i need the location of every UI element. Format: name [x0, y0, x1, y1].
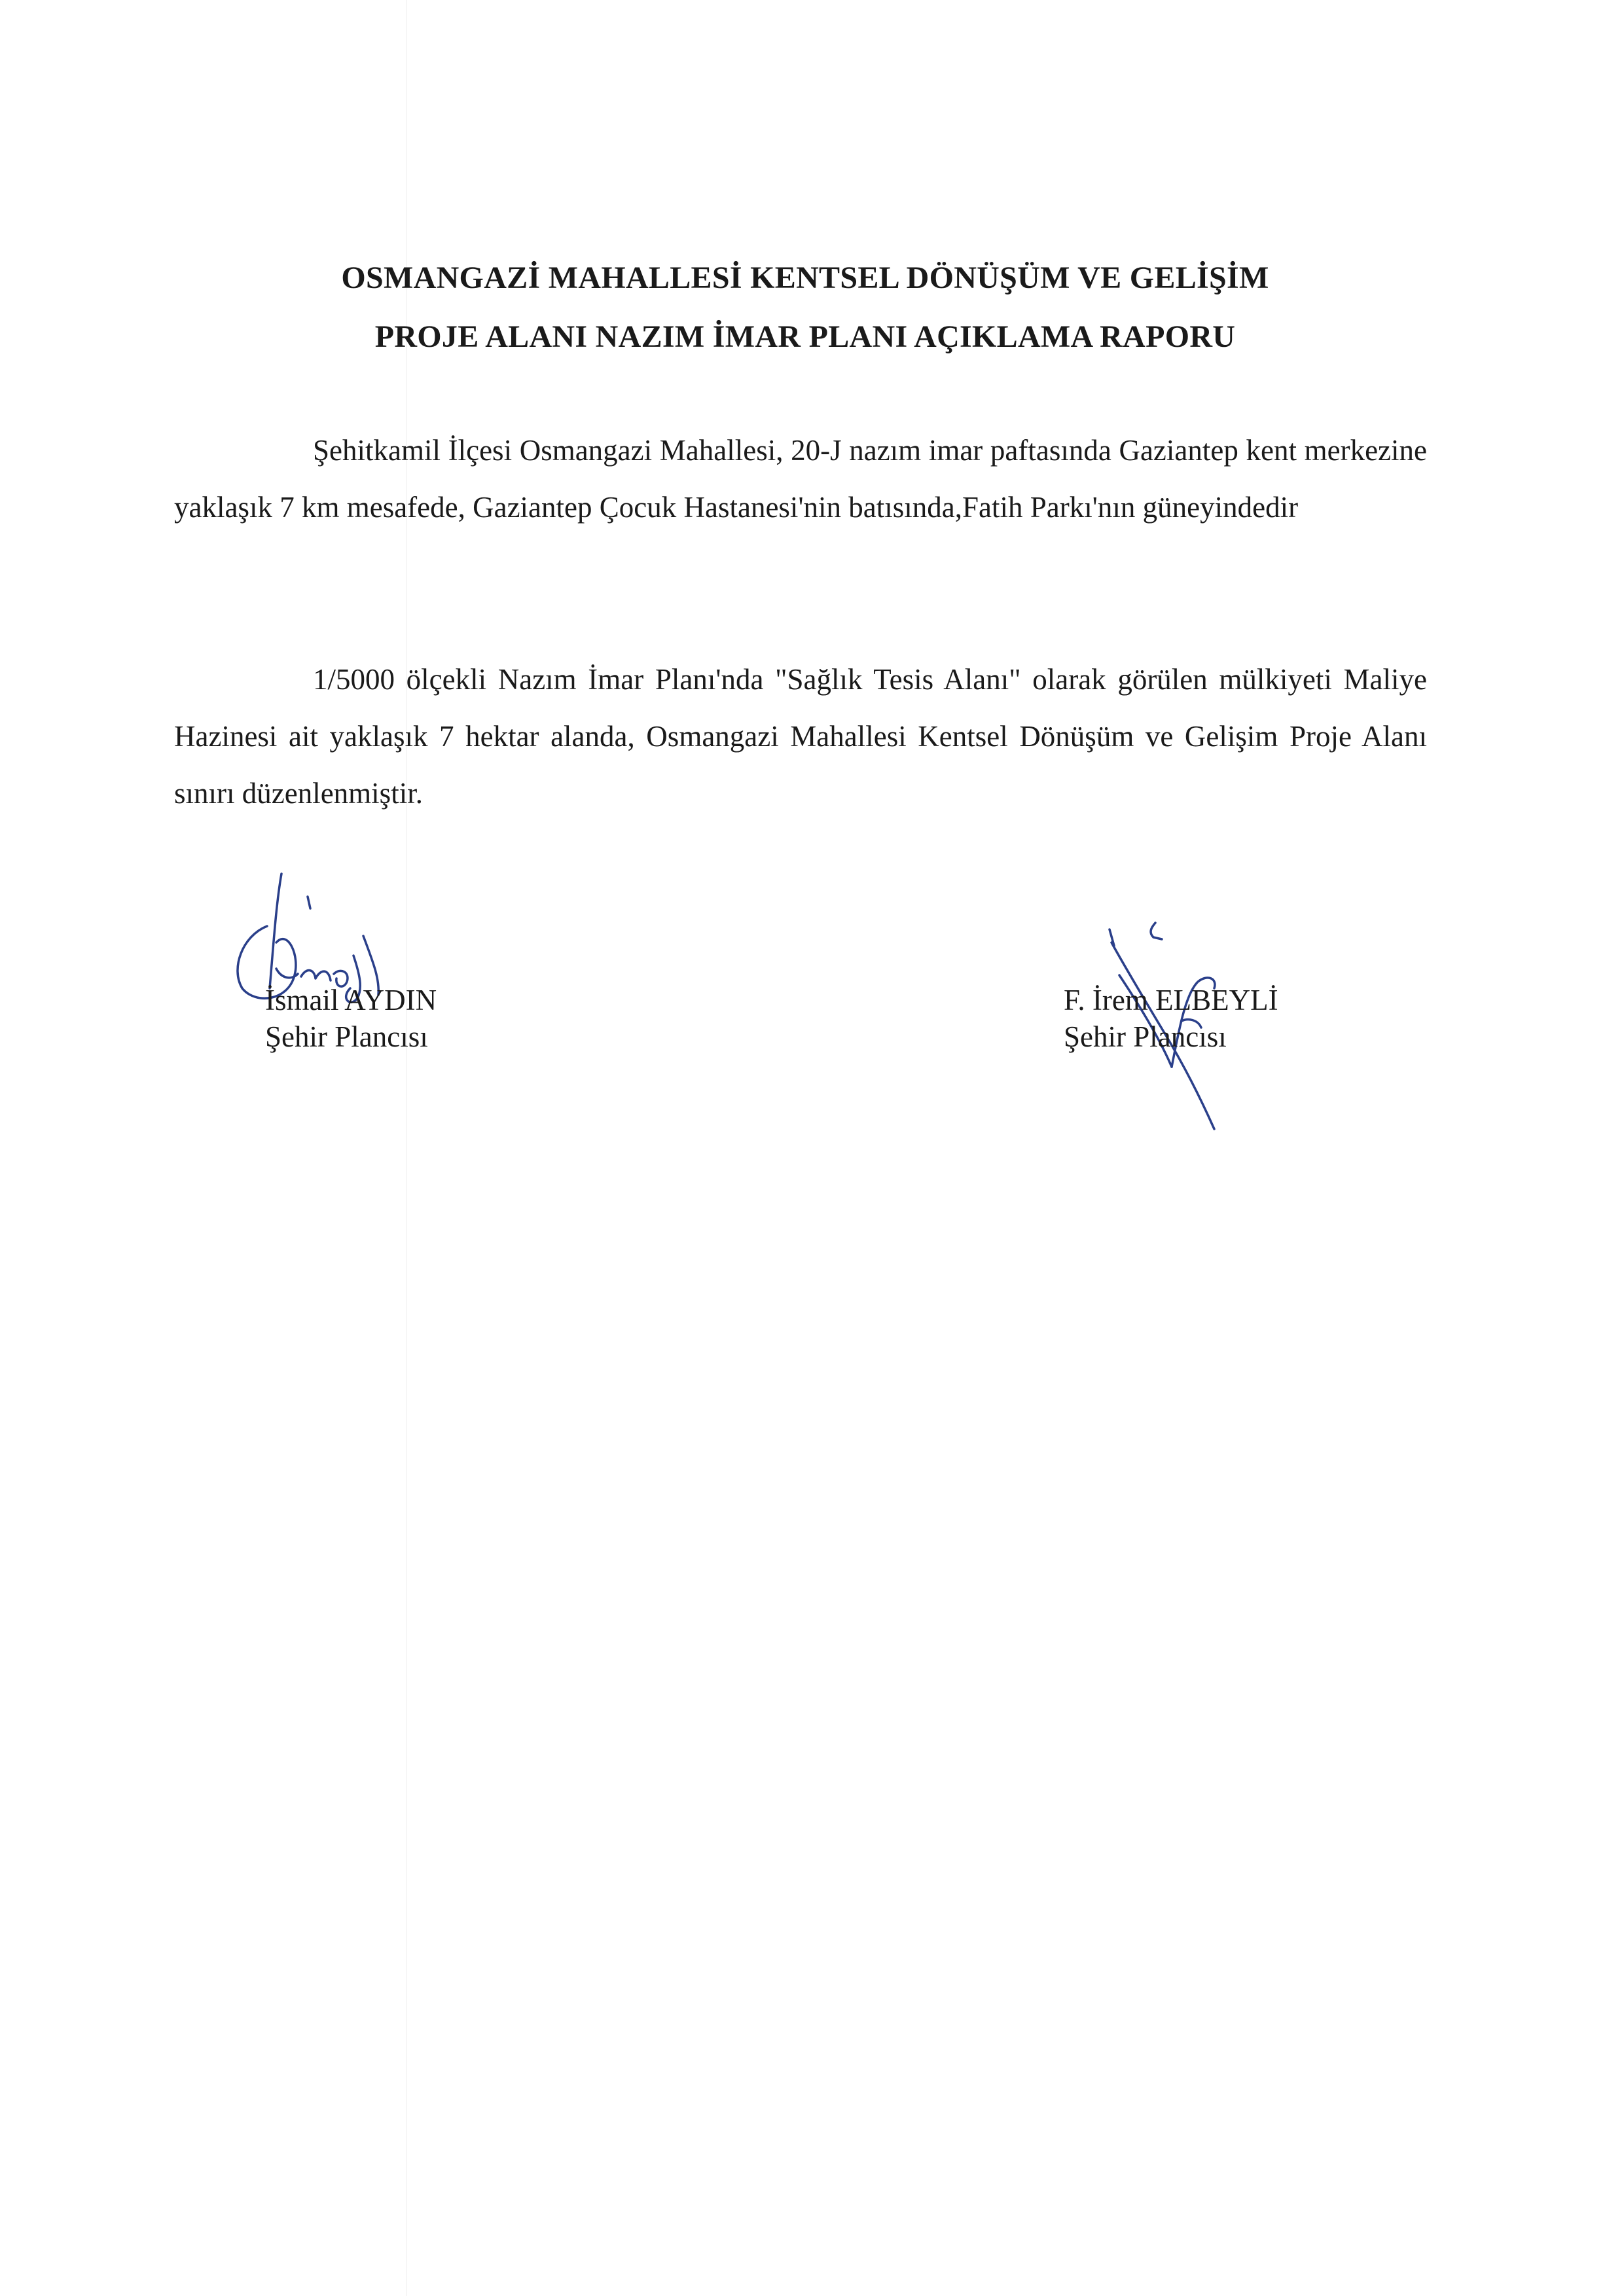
- signatory-right-role: Şehir Plancısı: [1064, 1020, 1227, 1053]
- signatory-left-role: Şehir Plancısı: [265, 1020, 428, 1053]
- report-title-line-1: OSMANGAZİ MAHALLESİ KENTSEL DÖNÜŞÜM VE GELİŞİM: [341, 260, 1269, 295]
- report-title-line-2: PROJE ALANI NAZIM İMAR PLANI AÇIKLAMA RAPORU: [374, 319, 1236, 354]
- paragraph-location: Şehitkamil İlçesi Osmangazi Mahallesi, 20-J nazım imar paftasında Gaziantep kent merkezine yaklaşık 7 km mesafede, Gaziantep Çocuk Hastanesi'nin batısında,Fatih Parkı'nın güneyindedir: [174, 434, 1427, 524]
- signatory-left-name: İsmail AYDIN: [265, 984, 437, 1016]
- paragraph-plan-description: 1/5000 ölçekli Nazım İmar Planı'nda "Sağlık Tesis Alanı" olarak görülen mülkiyeti Maliye Hazinesi ait yaklaşık 7 hektar alanda, Osmangazi Mahallesi Kentsel Dönüşüm ve Gelişim Proje Alanı sınırı düzenlenmiştir.: [174, 663, 1427, 810]
- signatory-right-name: F. İrem ELBEYLİ: [1064, 984, 1278, 1016]
- signatory-right: [1064, 982, 1278, 1055]
- signatory-left: [265, 982, 437, 1055]
